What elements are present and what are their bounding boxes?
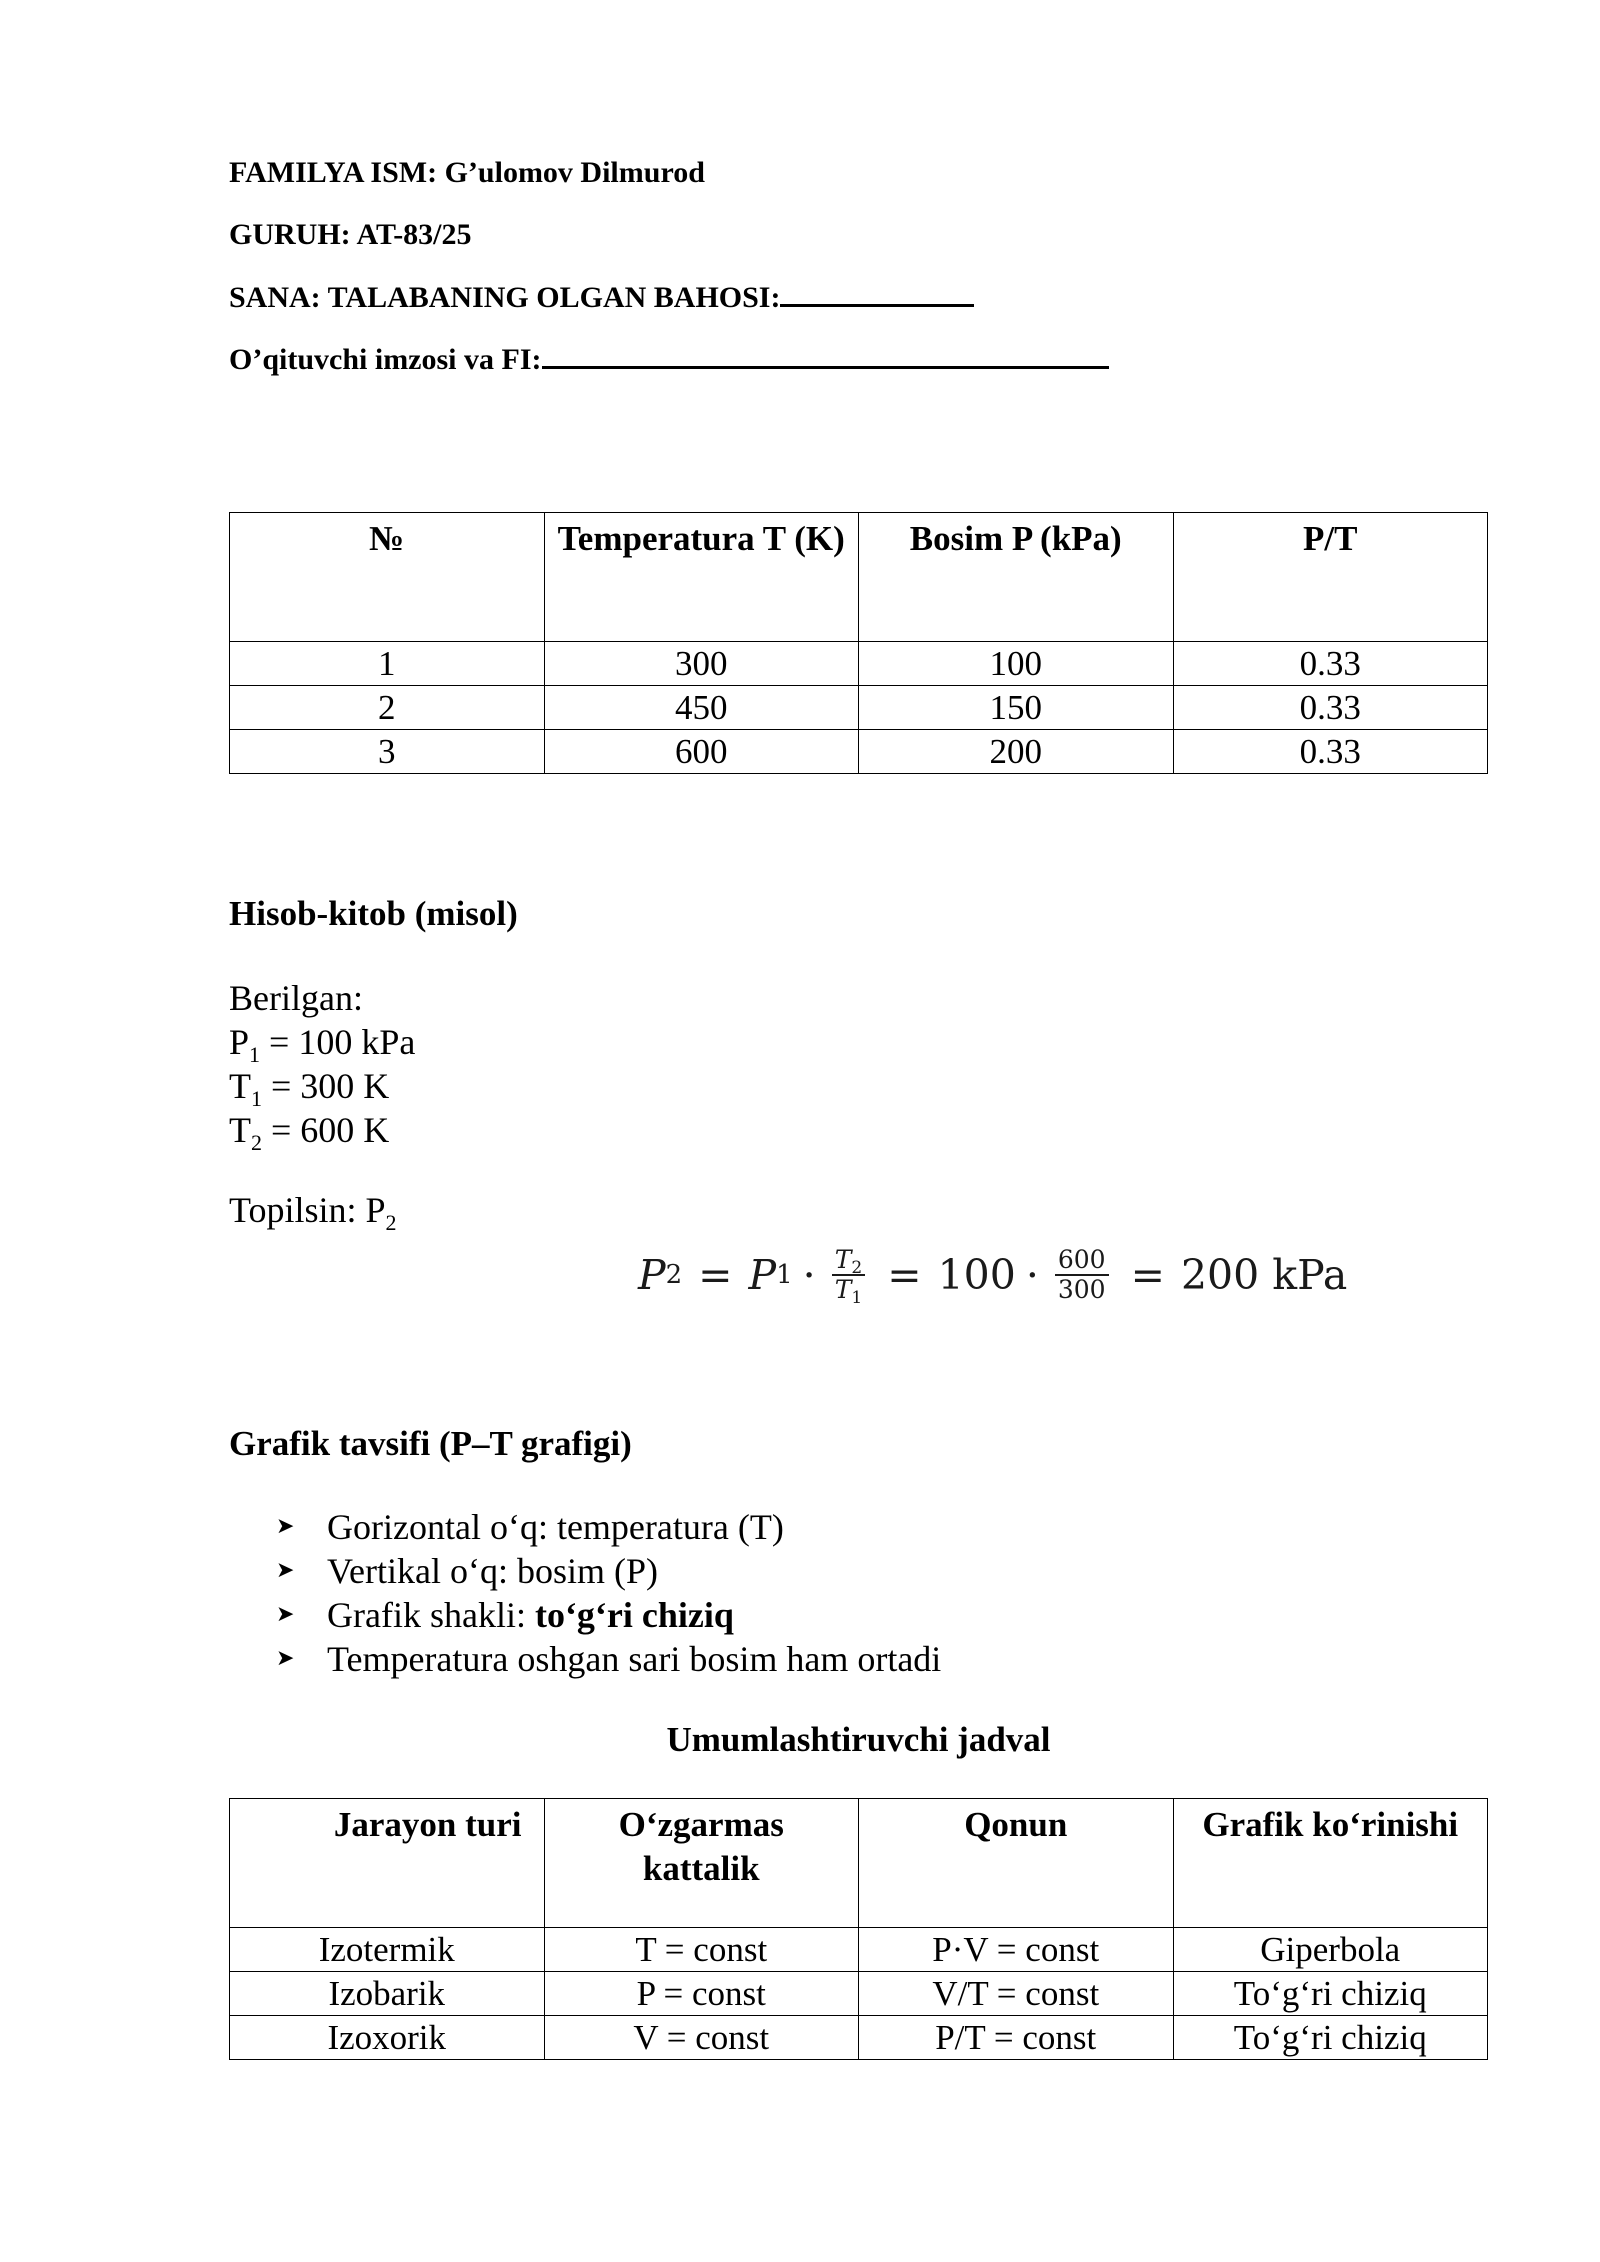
table-cell: V/T = const [859, 1972, 1174, 2016]
table-cell: To‘g‘ri chiziq [1173, 2016, 1488, 2060]
calc-heading: Hisob-kitob (misol) [229, 894, 518, 933]
arrowhead-bullet-icon: ➤ [276, 1514, 295, 1539]
list-item: ➤ Gorizontal o‘q: temperatura (T) [276, 1507, 784, 1547]
table-cell: 450 [544, 686, 859, 730]
table-row [230, 730, 1488, 774]
column-header: Grafik ko‘rinishi [1173, 1799, 1488, 1928]
table-cell: 100 [859, 642, 1174, 686]
table-cell: T = const [544, 1928, 859, 1972]
table-cell: Izotermik [230, 1928, 545, 1972]
table-cell: 2 [230, 686, 545, 730]
given-p1: $P_1 = 100$ kPa [229, 1022, 416, 1067]
summary-table [229, 1798, 1488, 2060]
table-cell: 300 [544, 642, 859, 686]
table-row [230, 2016, 1488, 2060]
table-cell: Izoxorik [230, 2016, 545, 2060]
table-row [230, 642, 1488, 686]
given-t1: $T_1 = 300$ K [229, 1066, 390, 1111]
table-row [230, 1972, 1488, 2016]
teacher-signature-label: O’qituvchi imzosi va FI: [229, 343, 542, 376]
table-cell: V = const [544, 2016, 859, 2060]
formula-fraction-values: $\frac{600}{300}$ [1055, 1246, 1109, 1304]
table-cell: 600 [544, 730, 859, 774]
table-cell: Giperbola [1173, 1928, 1488, 1972]
column-header: P/T [1173, 513, 1488, 642]
column-header: Jarayon turi [230, 1799, 545, 1928]
given-label: Berilgan: [229, 978, 363, 1018]
date-grade-label: SANA: TALABANING OLGAN BAHOSI: [229, 281, 781, 314]
graph-heading: Grafik tavsifi (P–T grafigi) [229, 1424, 632, 1463]
graph-bullet-list [276, 1505, 941, 1681]
table-cell: 1 [230, 642, 545, 686]
measurement-table [229, 512, 1488, 774]
formula-fraction-t: $\frac{T_2}{T_1}$ [832, 1246, 866, 1304]
column-header: Qonun [859, 1799, 1174, 1928]
table-cell: 0.33 [1173, 642, 1488, 686]
table-cell: 0.33 [1173, 730, 1488, 774]
column-header: O‘zgarmas kattalik [544, 1799, 859, 1928]
column-header: Bosim P (kPa) [859, 513, 1174, 642]
column-header: Temperatura T (K) [544, 513, 859, 642]
arrowhead-bullet-icon: ➤ [276, 1602, 295, 1627]
table-row [230, 686, 1488, 730]
table-header-row [230, 513, 1488, 642]
table-cell: 150 [859, 686, 1174, 730]
teacher-signature-line [229, 344, 1109, 375]
table-row [230, 1928, 1488, 1972]
list-item: ➤ Grafik shakli: to‘g‘ri chiziq [276, 1595, 734, 1635]
date-grade-line [229, 282, 974, 313]
grade-blank-line [780, 282, 974, 307]
table-cell: To‘g‘ri chiziq [1173, 1972, 1488, 2016]
table-header-row [230, 1799, 1488, 1928]
group-line: GURUH: AT-83/25 [229, 218, 472, 251]
table-cell: 0.33 [1173, 686, 1488, 730]
table-cell: 3 [230, 730, 545, 774]
list-item: ➤ Temperatura oshgan sari bosim ham ortadi [276, 1639, 942, 1679]
signature-blank-line [542, 344, 1109, 369]
table-cell: Izobarik [230, 1972, 545, 2016]
list-item: ➤ Vertikal o‘q: bosim (P) [276, 1551, 658, 1591]
column-header: № [230, 513, 545, 642]
given-t2: $T_2 = 600$ K [229, 1110, 390, 1155]
arrowhead-bullet-icon: ➤ [276, 1646, 295, 1671]
table-cell: 200 [859, 730, 1174, 774]
table-cell: P = const [544, 1972, 859, 2016]
student-name-line: FAMILYA ISM: G’ulomov Dilmurod [229, 156, 705, 189]
table-cell: P/T = const [859, 2016, 1174, 2060]
table-cell: P·V = const [859, 1928, 1174, 1972]
find-line: Topilsin: $P_2$ [229, 1190, 397, 1235]
arrowhead-bullet-icon: ➤ [276, 1558, 295, 1583]
formula-equation: P 2 = P 1 · $\frac{T_2}{T_1}$ = 100 · $\frac{600}{300}$ = 200 kPa [638, 1245, 1348, 1308]
summary-title: Umumlashtiruvchi jadval [666, 1720, 1051, 1759]
